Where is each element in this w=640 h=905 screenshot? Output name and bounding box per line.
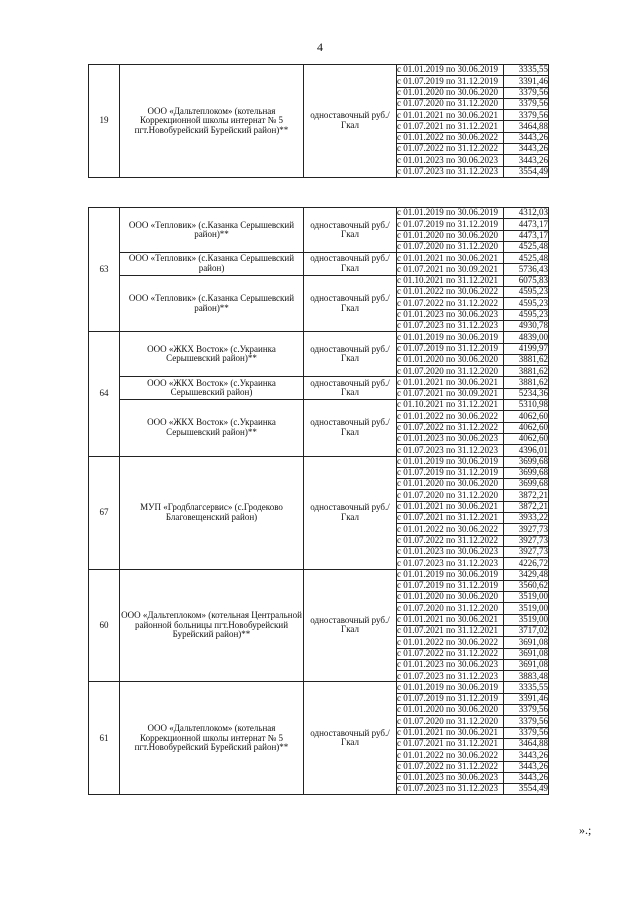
tariff-value-cell: 3872,21 [504, 490, 549, 501]
page-number: 4 [317, 40, 323, 54]
period-cell: с 01.07.2023 по 31.12.2023 [397, 671, 504, 682]
table-row [89, 377, 549, 388]
period-cell: с 01.07.2022 по 31.12.2022 [397, 422, 504, 433]
period-cell: с 01.01.2020 по 30.06.2020 [397, 87, 504, 98]
period-cell: с 01.07.2020 по 31.12.2020 [397, 490, 504, 501]
tariff-value-cell: 4473,17 [504, 230, 549, 241]
period-cell: с 01.01.2019 по 30.06.2019 [397, 332, 504, 343]
period-cell: с 01.01.2021 по 30.06.2021 [397, 727, 504, 738]
tariff-table-top [88, 64, 549, 178]
tariff-type: одноставочный руб./Гкал [304, 456, 397, 569]
tariff-value-cell: 3699,68 [504, 479, 549, 490]
period-cell: с 01.01.2023 по 30.06.2023 [397, 772, 504, 783]
table-row [89, 253, 549, 264]
tariff-value-cell: 4525,48 [504, 253, 549, 264]
period-cell: с 01.07.2020 по 31.12.2020 [397, 98, 504, 109]
tariff-value-cell: 3443,26 [504, 750, 549, 761]
period-cell: с 01.07.2021 по 31.12.2021 [397, 513, 504, 524]
tariff-value-cell: 3443,26 [504, 144, 549, 155]
organization-name: ООО «Тепловик» (с.Казанка Серышевский район)** [120, 275, 304, 331]
tariff-type: одноставочный руб./Гкал [304, 275, 397, 331]
period-cell: с 01.07.2019 по 31.12.2019 [397, 580, 504, 591]
period-cell: с 01.01.2022 по 30.06.2022 [397, 750, 504, 761]
period-cell: с 01.07.2021 по 30.09.2021 [397, 388, 504, 399]
tariff-value-cell: 3391,46 [504, 693, 549, 704]
tariff-value-cell: 3379,56 [504, 705, 549, 716]
tariff-value-cell: 3927,73 [504, 546, 549, 557]
period-cell: с 01.07.2022 по 31.12.2022 [397, 298, 504, 309]
period-cell: с 01.01.2023 по 30.06.2023 [397, 546, 504, 557]
tariff-value-cell: 3717,02 [504, 625, 549, 636]
table-row [89, 65, 549, 76]
period-cell: с 01.07.2019 по 31.12.2019 [397, 693, 504, 704]
organization-name: ООО «Дальтеплоком» (котельная Коррекционной школы интернат № 5 пгт.Новобурейский Бурейский район)** [120, 65, 304, 178]
tariff-value-cell: 3933,22 [504, 513, 549, 524]
table-row [89, 275, 549, 286]
organization-name: ООО «Дальтеплоком» (котельная Коррекционной школы интернат № 5 пгт.Новобурейский Бурейский район)** [120, 682, 304, 795]
period-cell: с 01.07.2022 по 31.12.2022 [397, 761, 504, 772]
tariff-value-cell: 3335,55 [504, 682, 549, 693]
tariff-value-cell: 3429,48 [504, 569, 549, 580]
tariff-value-cell: 4396,01 [504, 445, 549, 456]
period-cell: с 01.07.2021 по 31.12.2021 [397, 738, 504, 749]
period-cell: с 01.07.2023 по 31.12.2023 [397, 784, 504, 795]
row-number: 67 [89, 456, 120, 569]
period-cell: с 01.01.2020 по 30.06.2020 [397, 705, 504, 716]
period-cell: с 01.07.2022 по 31.12.2022 [397, 648, 504, 659]
period-cell: с 01.10.2021 по 31.12.2021 [397, 400, 504, 411]
table-row [89, 332, 549, 343]
period-cell: с 01.07.2020 по 31.12.2020 [397, 241, 504, 252]
tariff-value-cell: 3883,48 [504, 671, 549, 682]
period-cell: с 01.07.2020 по 31.12.2020 [397, 716, 504, 727]
tariff-value-cell: 3554,49 [504, 166, 549, 177]
tariff-value-cell: 3464,88 [504, 121, 549, 132]
tariff-value-cell: 3881,62 [504, 377, 549, 388]
tariff-value-cell: 4062,60 [504, 433, 549, 444]
tariff-value-cell: 3881,62 [504, 354, 549, 365]
tariff-type: одноставочный руб./Гкал [304, 332, 397, 377]
period-cell: с 01.07.2023 по 31.12.2023 [397, 320, 504, 331]
tariff-value-cell: 5234,36 [504, 388, 549, 399]
tariff-type: одноставочный руб./Гкал [304, 253, 397, 276]
table-row [89, 569, 549, 580]
period-cell: с 01.01.2022 по 30.06.2022 [397, 132, 504, 143]
tariff-value-cell: 4226,72 [504, 558, 549, 569]
tariff-value-cell: 3927,73 [504, 535, 549, 546]
table-row [89, 208, 549, 219]
tariff-value-cell: 3699,68 [504, 467, 549, 478]
organization-name: ООО «Тепловик» (с.Казанка Серышевский район)** [120, 208, 304, 253]
period-cell: с 01.07.2023 по 31.12.2023 [397, 166, 504, 177]
tariff-value-cell: 4839,00 [504, 332, 549, 343]
tariff-value-cell: 3691,08 [504, 659, 549, 670]
period-cell: с 01.07.2022 по 31.12.2022 [397, 144, 504, 155]
tariff-type: одноставочный руб./Гкал [304, 65, 397, 178]
tariff-value-cell: 3519,00 [504, 592, 549, 603]
period-cell: с 01.01.2022 по 30.06.2022 [397, 637, 504, 648]
period-cell: с 01.07.2019 по 31.12.2019 [397, 343, 504, 354]
tariff-value-cell: 3335,55 [504, 65, 549, 76]
tariff-value-cell: 3379,56 [504, 110, 549, 121]
tariff-value-cell: 3464,88 [504, 738, 549, 749]
tariff-value-cell: 4062,60 [504, 411, 549, 422]
period-cell: с 01.01.2023 по 30.06.2023 [397, 309, 504, 320]
tariff-value-cell: 3379,56 [504, 98, 549, 109]
tariff-value-cell: 3560,62 [504, 580, 549, 591]
tariff-value-cell: 3881,62 [504, 366, 549, 377]
period-cell: с 01.07.2019 по 31.12.2019 [397, 219, 504, 230]
period-cell: с 01.01.2021 по 30.06.2021 [397, 110, 504, 121]
tariff-value-cell: 4595,23 [504, 309, 549, 320]
tariff-value-cell: 3554,49 [504, 784, 549, 795]
period-cell: с 01.01.2019 по 30.06.2019 [397, 569, 504, 580]
period-cell: с 01.01.2020 по 30.06.2020 [397, 354, 504, 365]
tariff-value-cell: 3691,08 [504, 648, 549, 659]
period-cell: с 01.01.2019 по 30.06.2019 [397, 456, 504, 467]
tariff-value-cell: 4525,48 [504, 241, 549, 252]
period-cell: с 01.01.2021 по 30.06.2021 [397, 614, 504, 625]
period-cell: с 01.01.2019 по 30.06.2019 [397, 65, 504, 76]
tariff-value-cell: 4062,60 [504, 422, 549, 433]
period-cell: с 01.07.2020 по 31.12.2020 [397, 603, 504, 614]
organization-name: ООО «ЖКХ Восток» (с.Украинка Серышевский район)** [120, 332, 304, 377]
period-cell: с 01.01.2021 по 30.06.2021 [397, 501, 504, 512]
period-cell: с 01.07.2023 по 31.12.2023 [397, 445, 504, 456]
period-cell: с 01.01.2020 по 30.06.2020 [397, 230, 504, 241]
row-number: 19 [89, 65, 120, 178]
tariff-table-main [88, 207, 549, 795]
tariff-value-cell: 3443,26 [504, 761, 549, 772]
tariff-value-cell: 3391,46 [504, 76, 549, 87]
tariff-value-cell: 3379,56 [504, 87, 549, 98]
period-cell: с 01.07.2021 по 30.09.2021 [397, 264, 504, 275]
period-cell: с 01.01.2019 по 30.06.2019 [397, 682, 504, 693]
table-row [89, 682, 549, 693]
tariff-value-cell: 3927,73 [504, 524, 549, 535]
period-cell: с 01.07.2019 по 31.12.2019 [397, 467, 504, 478]
period-cell: с 01.07.2022 по 31.12.2022 [397, 535, 504, 546]
period-cell: с 01.01.2019 по 30.06.2019 [397, 208, 504, 219]
table-row [89, 400, 549, 411]
period-cell: с 01.01.2022 по 30.06.2022 [397, 524, 504, 535]
period-cell: с 01.01.2020 по 30.06.2020 [397, 592, 504, 603]
tariff-value-cell: 3519,00 [504, 614, 549, 625]
tariff-type: одноставочный руб./Гкал [304, 377, 397, 400]
period-cell: с 01.01.2023 по 30.06.2023 [397, 659, 504, 670]
tariff-type: одноставочный руб./Гкал [304, 208, 397, 253]
organization-name: ООО «Дальтеплоком» (котельная Центральной районной больницы пгт.Новобурейский Бурейский район)** [120, 569, 304, 682]
organization-name: МУП «Гродблагсервис» (с.Гродеково Благовещенский район) [120, 456, 304, 569]
period-cell: с 01.07.2023 по 31.12.2023 [397, 558, 504, 569]
tariff-value-cell: 4595,23 [504, 298, 549, 309]
tariff-value-cell: 3379,56 [504, 716, 549, 727]
tariff-value-cell: 3872,21 [504, 501, 549, 512]
tariff-value-cell: 5736,43 [504, 264, 549, 275]
row-number: 61 [89, 682, 120, 795]
tariff-value-cell: 4595,23 [504, 287, 549, 298]
table-row [89, 456, 549, 467]
period-cell: с 01.01.2020 по 30.06.2020 [397, 479, 504, 490]
tariff-value-cell: 3443,26 [504, 772, 549, 783]
organization-name: ООО «ЖКХ Восток» (с.Украинка Серышевский район)** [120, 400, 304, 456]
organization-name: ООО «ЖКХ Восток» (с.Украинка Серышевский район) [120, 377, 304, 400]
period-cell: с 01.01.2023 по 30.06.2023 [397, 155, 504, 166]
period-cell: с 01.10.2021 по 31.12.2021 [397, 275, 504, 286]
tariff-type: одноставочный руб./Гкал [304, 682, 397, 795]
organization-name: ООО «Тепловик» (с.Казанка Серышевский район) [120, 253, 304, 276]
tariff-value-cell: 5310,98 [504, 400, 549, 411]
tariff-value-cell: 3691,08 [504, 637, 549, 648]
row-number: 60 [89, 569, 120, 682]
closing-quote-mark: ».; [579, 823, 592, 837]
period-cell: с 01.01.2023 по 30.06.2023 [397, 433, 504, 444]
tariff-type: одноставочный руб./Гкал [304, 569, 397, 682]
period-cell: с 01.01.2021 по 30.06.2021 [397, 377, 504, 388]
period-cell: с 01.07.2019 по 31.12.2019 [397, 76, 504, 87]
tariff-value-cell: 4199,97 [504, 343, 549, 354]
period-cell: с 01.01.2022 по 30.06.2022 [397, 411, 504, 422]
tariff-value-cell: 6075,83 [504, 275, 549, 286]
period-cell: с 01.07.2020 по 31.12.2020 [397, 366, 504, 377]
row-number: 64 [89, 332, 120, 456]
tariff-value-cell: 3443,26 [504, 155, 549, 166]
tariff-value-cell: 4312,03 [504, 208, 549, 219]
tariff-value-cell: 3379,56 [504, 727, 549, 738]
period-cell: с 01.01.2021 по 30.06.2021 [397, 253, 504, 264]
tariff-value-cell: 3519,00 [504, 603, 549, 614]
row-number: 63 [89, 208, 120, 332]
period-cell: с 01.01.2022 по 30.06.2022 [397, 287, 504, 298]
tariff-value-cell: 3699,68 [504, 456, 549, 467]
period-cell: с 01.07.2021 по 31.12.2021 [397, 121, 504, 132]
tariff-value-cell: 4930,78 [504, 320, 549, 331]
tariff-value-cell: 4473,17 [504, 219, 549, 230]
period-cell: с 01.07.2021 по 31.12.2021 [397, 625, 504, 636]
tariff-type: одноставочный руб./Гкал [304, 400, 397, 456]
tariff-value-cell: 3443,26 [504, 132, 549, 143]
